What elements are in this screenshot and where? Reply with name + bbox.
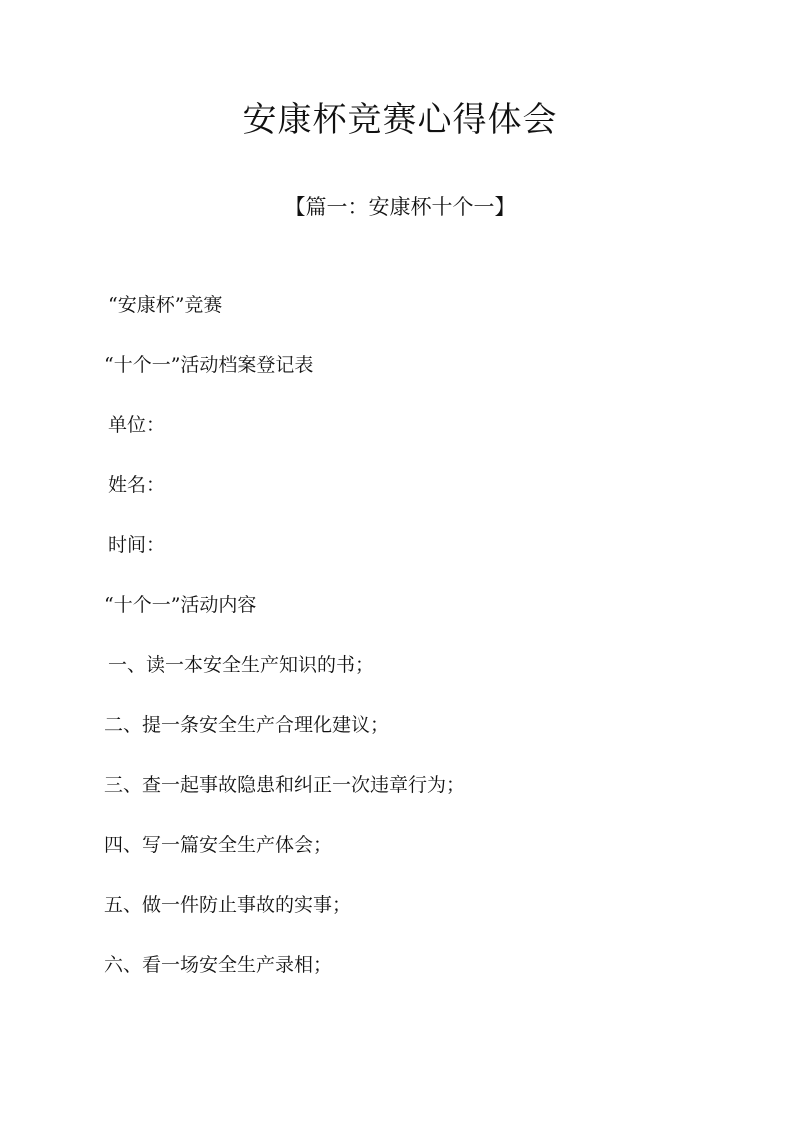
section-heading: 【篇一：安康杯十个一】 — [284, 195, 516, 219]
list-item-2: 二、提一条安全生产合理化建议； — [104, 714, 390, 736]
text-line-unit: 单位： — [108, 414, 166, 436]
list-item-5: 五、做一件防止事故的实事； — [104, 894, 352, 916]
document-title: 安康杯竞赛心得体会 — [242, 100, 558, 140]
list-item-3: 三、查一起事故隐患和纠正一次违章行为； — [104, 774, 466, 796]
text-line-name: 姓名： — [108, 474, 166, 496]
list-item-4: 四、写一篇安全生产体会； — [104, 834, 333, 856]
list-item-6: 六、看一场安全生产录相； — [104, 954, 333, 976]
text-line-activity-content: “十个一”活动内容 — [104, 594, 257, 616]
text-line-register-form: “十个一”活动档案登记表 — [104, 354, 314, 376]
text-line-contest: “安康杯”竞赛 — [108, 294, 223, 316]
text-line-time: 时间： — [108, 534, 166, 556]
list-item-1: 一、读一本安全生产知识的书； — [108, 654, 375, 676]
